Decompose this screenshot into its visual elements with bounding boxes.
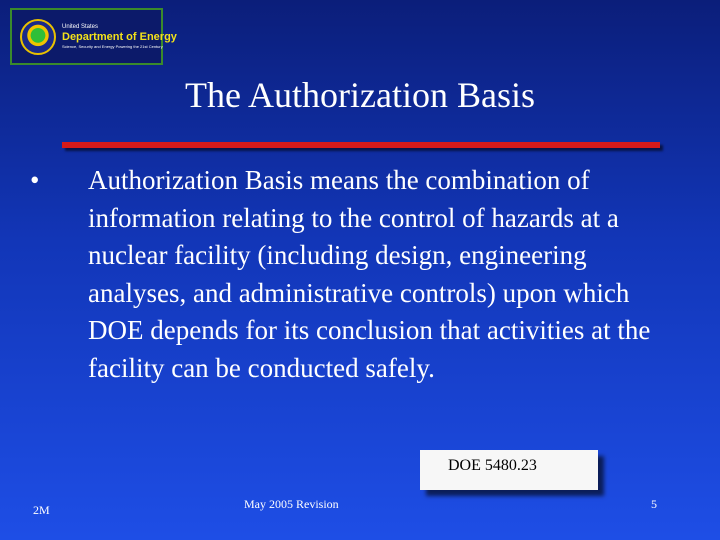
slide-title: The Authorization Basis — [185, 75, 535, 115]
bullet-marker: • — [30, 165, 40, 195]
bullet-item — [30, 162, 670, 387]
logo-line-1: United States — [62, 24, 99, 30]
doe-logo — [10, 8, 177, 65]
footer-left: 2M — [33, 503, 50, 517]
footer-revision: May 2005 Revision — [244, 497, 339, 511]
reference-box: DOE 5480.23 — [420, 450, 598, 490]
bullet-text: Authorization Basis means the combination of information relating to the control of hazards at a nuclear facility (including design, engineering analyses, and administrative controls) upon which DOE depends for its conclusion that activities at the facility can be conducted safely. — [88, 165, 651, 383]
logo-line-2: Department of Energy — [62, 31, 177, 43]
page-number: 5 — [651, 497, 657, 511]
title-divider — [62, 142, 660, 148]
logo-line-3: Science, Security and Energy Powering the 21st Century — [62, 44, 163, 49]
doe-seal-icon — [20, 19, 56, 55]
logo-text — [62, 24, 177, 49]
